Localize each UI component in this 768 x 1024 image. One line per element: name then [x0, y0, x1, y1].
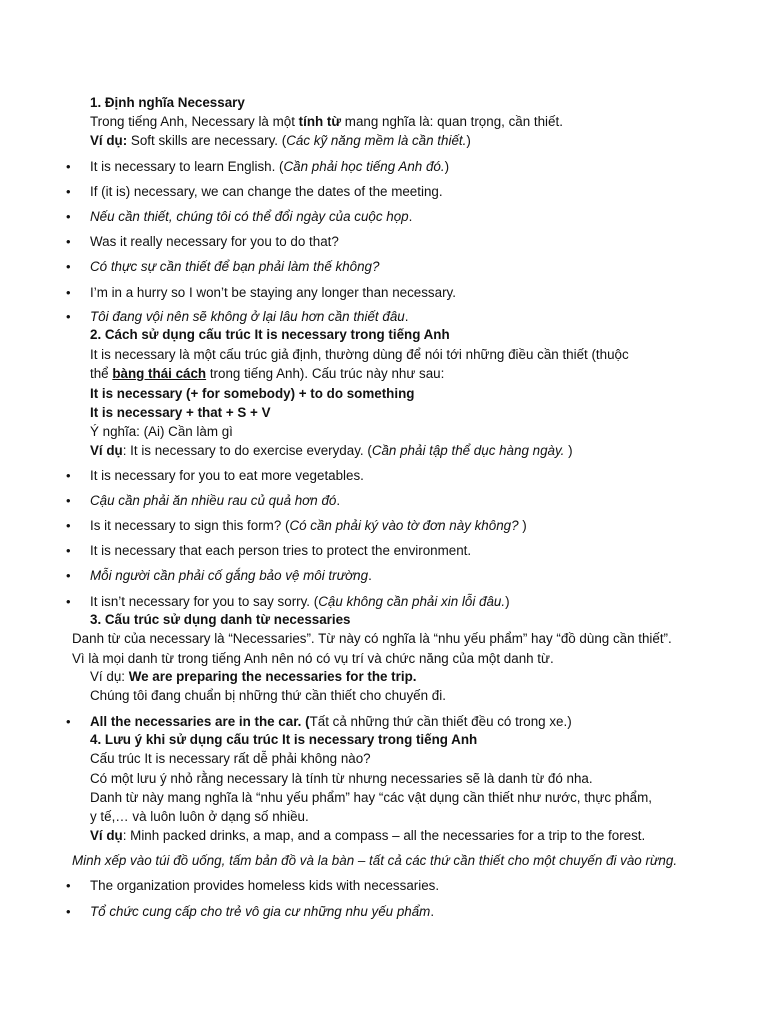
bullet-icon: •: [66, 209, 71, 224]
bullet-icon: •: [66, 285, 71, 300]
section-2-paragraph-cont: thể bàng thái cách trong tiếng Anh). Cấu trúc này như sau:: [90, 366, 445, 381]
bullet-icon: •: [66, 543, 71, 558]
list-item: • Tôi đang vội nên sẽ không ở lại lâu hơn cần thiết đâu.: [66, 309, 409, 324]
section-4-line: Có một lưu ý nhỏ rằng necessary là tính từ nhưng necessaries sẽ là danh từ đó nha.: [90, 771, 593, 786]
section-4-translation: Minh xếp vào túi đồ uống, tấm bản đồ và la bàn – tất cả các thứ cần thiết cho một chuyến đi vào rừng.: [72, 853, 678, 868]
section-4-line: y tế,… và luôn luôn ở dạng số nhiều.: [90, 809, 309, 824]
formula-2: It is necessary + that + S + V: [90, 405, 271, 420]
list-item: • It is necessary for you to eat more vegetables.: [66, 468, 364, 483]
bang-thai-cach-link[interactable]: bàng thái cách: [112, 366, 207, 381]
bullet-icon: •: [66, 594, 71, 609]
bullet-icon: •: [66, 878, 71, 893]
bullet-icon: •: [66, 259, 71, 274]
section-3-example-translation: Chúng tôi đang chuẩn bị những thứ cần thiết cho chuyến đi.: [90, 688, 446, 703]
list-item: • It is necessary to learn English. (Cần phải học tiếng Anh đó.): [66, 159, 450, 174]
bullet-icon: •: [66, 714, 71, 729]
list-item: • All the necessaries are in the car. (Tất cả những thứ cần thiết đều có trong xe.): [66, 714, 572, 729]
section-2-example: Ví dụ: It is necessary to do exercise everyday. (Cần phải tập thể dục hàng ngày. ): [90, 443, 573, 458]
meaning-line: Ý nghĩa: (Ai) Cần làm gì: [90, 424, 233, 439]
bullet-icon: •: [66, 568, 71, 583]
list-item: • It is necessary that each person tries to protect the environment.: [66, 543, 472, 558]
section-4-example: Ví dụ: Minh packed drinks, a map, and a compass – all the necessaries for a trip to the forest.: [90, 828, 646, 843]
bullet-icon: •: [66, 493, 71, 508]
section-3-heading: 3. Cấu trúc sử dụng danh từ necessaries: [90, 612, 351, 627]
section-3-paragraph: Danh từ của necessary là “Necessaries”. Từ này có nghĩa là “nhu yếu phẩm” hay “đồ dùng cần thiết”.: [72, 631, 672, 646]
section-1-example: Ví dụ: Soft skills are necessary. (Các kỹ năng mềm là cần thiết.): [90, 133, 471, 148]
section-1-heading: 1. Định nghĩa Necessary: [90, 95, 245, 110]
section-2-heading: 2. Cách sử dụng cấu trúc It is necessary trong tiếng Anh: [90, 327, 450, 342]
formula-1: It is necessary (+ for somebody) + to do something: [90, 386, 415, 401]
section-4-heading: 4. Lưu ý khi sử dụng cấu trúc It is necessary trong tiếng Anh: [90, 732, 478, 747]
list-item: • Tổ chức cung cấp cho trẻ vô gia cư những nhu yếu phẩm.: [66, 904, 435, 919]
section-2-paragraph: It is necessary là một cấu trúc giả định, thường dùng để nói tới những điều cần thiết (thuộc: [90, 347, 629, 362]
list-item: • The organization provides homeless kids with necessaries.: [66, 878, 440, 893]
list-item: • Nếu cần thiết, chúng tôi có thể đổi ngày của cuộc họp.: [66, 209, 413, 224]
bullet-icon: •: [66, 184, 71, 199]
section-3-example: Ví dụ: We are preparing the necessaries for the trip.: [90, 669, 417, 684]
list-item: • Was it really necessary for you to do that?: [66, 234, 339, 249]
bullet-icon: •: [66, 234, 71, 249]
list-item: • If (it is) necessary, we can change the dates of the meeting.: [66, 184, 443, 199]
list-item: • I’m in a hurry so I won’t be staying any longer than necessary.: [66, 285, 456, 300]
section-3-paragraph-cont: Vì là mọi danh từ trong tiếng Anh nên nó có vụ trí và chức năng của một danh từ.: [72, 651, 554, 666]
section-1-definition: Trong tiếng Anh, Necessary là một tính từ mang nghĩa là: quan trọng, cần thiết.: [90, 114, 563, 129]
bullet-icon: •: [66, 159, 71, 174]
bullet-icon: •: [66, 904, 71, 919]
list-item: • Is it necessary to sign this form? (Có cần phải ký vào tờ đơn này không? ): [66, 518, 527, 533]
list-item: • Mỗi người cần phải cố gắng bảo vệ môi trường.: [66, 568, 372, 583]
bullet-icon: •: [66, 468, 71, 483]
section-4-line: Danh từ này mang nghĩa là “nhu yếu phẩm” hay “các vật dụng cần thiết như nước, thực phẩm,: [90, 790, 652, 805]
list-item: • Có thực sự cần thiết để bạn phải làm thế không?: [66, 259, 380, 274]
bullet-icon: •: [66, 309, 71, 324]
list-item: • Cậu cần phải ăn nhiều rau củ quả hơn đó.: [66, 493, 341, 508]
bullet-icon: •: [66, 518, 71, 533]
list-item: • It isn’t necessary for you to say sorry. (Cậu không cần phải xin lỗi đâu.): [66, 594, 510, 609]
section-4-line: Cấu trúc It is necessary rất dễ phải không nào?: [90, 751, 371, 766]
